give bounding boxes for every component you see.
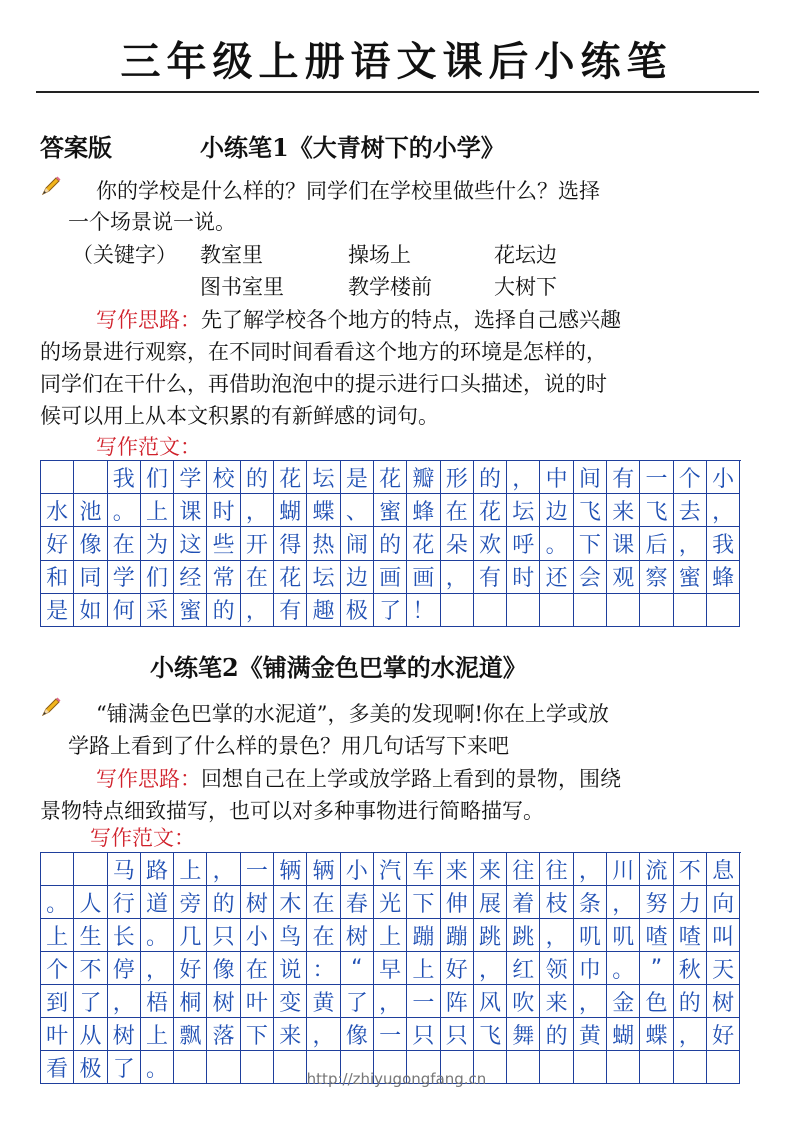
essay-grid-cell: 飞 [574,494,607,527]
essay-grid-cell: 鸟 [274,919,307,952]
essay-grid-cell: 坛 [307,561,340,594]
essay-grid-cell: 。 [607,952,640,985]
pencil-icon [40,175,62,197]
essay-grid-cell: 木 [274,886,307,919]
essay-grid-cell: 不 [674,853,707,886]
essay-grid-cell: 展 [474,886,507,919]
essay-grid-cell: 有 [474,561,507,594]
essay-grid-cell: ， [674,1018,707,1051]
essay-grid-cell: 极 [74,1051,107,1084]
essay-grid-cell: 小 [241,919,274,952]
essay-grid-cell: 息 [707,853,740,886]
essay-grid-cell: 叽 [607,919,640,952]
essay-grid-cell: 边 [540,494,573,527]
s1-prompt-line2: 一个场景说一说。 [68,210,236,234]
essay-grid-cell: 长 [108,919,141,952]
essay-grid-cell: 蜂 [407,494,440,527]
essay-grid-cell: 落 [207,1018,240,1051]
essay-grid-cell: 这 [174,527,207,560]
essay-grid-cell: 朵 [441,527,474,560]
essay-grid-cell: 来 [441,853,474,886]
essay-grid-cell: 观 [607,561,640,594]
essay-grid-cell: 何 [108,594,141,627]
essay-grid-cell: 在 [241,561,274,594]
essay-grid-cell: 路 [141,853,174,886]
essay-grid-cell: 来 [474,853,507,886]
essay-grid-cell: 常 [207,561,240,594]
essay-grid-cell: 。 [41,886,74,919]
essay-grid-cell: ， [108,985,141,1018]
essay-grid-cell: 黄 [574,1018,607,1051]
essay-grid-cell: 的 [241,461,274,494]
essay-grid-cell: 上 [374,919,407,952]
essay-grid-cell: 为 [141,527,174,560]
essay-grid-cell [74,853,107,886]
essay-grid-cell: 色 [640,985,673,1018]
essay-grid-cell: 跳 [474,919,507,952]
essay-grid-cell: 水 [41,494,74,527]
s2-essay-grid [40,852,741,1084]
essay-grid-cell: 像 [341,1018,374,1051]
essay-grid-cell: 只 [407,1018,440,1051]
essay-grid-cell: 欢 [474,527,507,560]
essay-grid-cell: 小 [341,853,374,886]
essay-grid-cell: 开 [241,527,274,560]
essay-grid-cell [574,594,607,627]
s2-prompt-line1: “铺满金色巴掌的水泥道”，多美的发现啊!你在上学或放 [96,702,609,726]
essay-grid-cell: 喳 [674,919,707,952]
essay-grid-cell: 到 [41,985,74,1018]
essay-grid-cell: 。 [141,1051,174,1084]
essay-grid-cell: 好 [441,952,474,985]
essay-grid-cell: 画 [407,561,440,594]
essay-grid-cell: 叶 [241,985,274,1018]
essay-grid-cell: 领 [540,952,573,985]
essay-grid-cell: 的 [474,461,507,494]
essay-grid-cell: 金 [607,985,640,1018]
essay-grid-cell: 马 [108,853,141,886]
keyword: 操场上 [348,243,411,267]
essay-grid-cell: 采 [141,594,174,627]
essay-grid-cell: 得 [274,527,307,560]
essay-grid-cell: 向 [707,886,740,919]
essay-grid-cell: 道 [141,886,174,919]
essay-grid-cell: 闹 [341,527,374,560]
essay-grid-cell: 花 [274,561,307,594]
keyword: 图书室里 [200,275,284,299]
essay-grid-cell: 舞 [507,1018,540,1051]
essay-grid-cell: 间 [574,461,607,494]
essay-grid-cell: 蹦 [407,919,440,952]
essay-grid-cell [474,594,507,627]
essay-grid-cell: 树 [207,985,240,1018]
essay-grid-cell: 蝴 [607,1018,640,1051]
essay-grid-cell: 伸 [441,886,474,919]
essay-grid-cell: 了 [74,985,107,1018]
essay-grid-cell: 同 [74,561,107,594]
essay-grid-cell: ， [474,952,507,985]
essay-grid-cell: 瓣 [407,461,440,494]
essay-grid-cell: 天 [707,952,740,985]
essay-grid-cell: 趣 [307,594,340,627]
essay-grid-cell: 们 [141,561,174,594]
essay-grid-cell: 往 [540,853,573,886]
s1-idea-line4: 候可以用上从本文积累的有新鲜感的词句。 [40,404,439,428]
essay-grid-cell [540,594,573,627]
s1-idea-label: 写作思路： [96,308,201,332]
essay-grid-cell: ， [507,461,540,494]
s1-essay-grid [40,460,741,627]
essay-grid-cell: ， [574,853,607,886]
essay-grid-cell: ， [207,853,240,886]
essay-grid-cell [607,594,640,627]
essay-grid-cell: 树 [241,886,274,919]
essay-grid-cell: ： [307,952,340,985]
essay-grid-cell: 的 [207,594,240,627]
essay-grid-cell: 上 [41,919,74,952]
essay-grid-cell: 在 [307,886,340,919]
essay-grid-cell: 小 [707,461,740,494]
essay-grid-cell: 花 [407,527,440,560]
essay-grid-cell: 经 [174,561,207,594]
essay-grid-cell: 。 [108,494,141,527]
essay-grid-cell: 有 [274,594,307,627]
essay-grid-cell: 生 [74,919,107,952]
s2-idea-label: 写作思路： [96,767,201,791]
essay-grid-cell: 树 [707,985,740,1018]
essay-grid-cell: 和 [41,561,74,594]
essay-grid-cell: 秋 [674,952,707,985]
essay-grid-cell: ， [307,1018,340,1051]
s1-idea-line3: 同学们在干什么，再借助泡泡中的提示进行口头描述，说的时 [40,372,607,396]
essay-grid-cell: 花 [474,494,507,527]
essay-grid-cell: 我 [707,527,740,560]
essay-grid-cell: ， [574,985,607,1018]
essay-grid-cell [507,594,540,627]
essay-grid-cell [674,594,707,627]
essay-grid-cell: 车 [407,853,440,886]
essay-grid-cell: 风 [474,985,507,1018]
essay-grid-cell: “ [341,952,374,985]
essay-grid-cell: 只 [441,1018,474,1051]
essay-grid-cell: 上 [141,1018,174,1051]
s2-idea-line2: 景物特点细致描写，也可以对多种事物进行简略描写。 [40,799,544,823]
essay-grid-cell: 。 [141,919,174,952]
essay-grid-cell: 飞 [474,1018,507,1051]
essay-grid-cell: 上 [141,494,174,527]
footer-url: http://zhiyugongfang.cn [306,1070,487,1088]
essay-grid-cell: 叽 [574,919,607,952]
essay-grid-cell [707,594,740,627]
essay-grid-cell: ， [674,527,707,560]
essay-grid-cell: 好 [707,1018,740,1051]
s1-sample-label: 写作范文： [96,435,201,459]
essay-grid-cell: ， [441,561,474,594]
essay-grid-cell: 上 [174,853,207,886]
essay-grid-cell: 几 [174,919,207,952]
essay-grid-cell: 力 [674,886,707,919]
essay-grid-cell: 下 [407,886,440,919]
essay-grid-cell [640,594,673,627]
essay-grid-cell: 来 [274,1018,307,1051]
keyword: 大树下 [494,275,557,299]
essay-grid-cell: 坛 [507,494,540,527]
essay-grid-cell: 形 [441,461,474,494]
essay-grid-cell: 在 [307,919,340,952]
essay-grid-cell: 吹 [507,985,540,1018]
keyword-label: （关键字） [72,243,177,267]
s1-prompt-line1: 你的学校是什么样的？同学们在学校里做些什么？选择 [96,179,600,203]
answer-version-label: 答案版 [40,133,112,162]
essay-grid-cell: 只 [207,919,240,952]
essay-grid-cell: 变 [274,985,307,1018]
section1-heading: 小练笔1《大青树下的小学》 [200,133,505,162]
essay-grid-cell: 着 [507,886,540,919]
essay-grid-cell [41,853,74,886]
s1-idea-line1: 先了解学校各个地方的特点，选择自己感兴趣 [201,308,621,332]
essay-grid-cell: 池 [74,494,107,527]
essay-grid-cell: 呼 [507,527,540,560]
essay-grid-cell: 从 [74,1018,107,1051]
essay-grid-cell: 光 [374,886,407,919]
essay-grid-cell: ， [607,886,640,919]
essay-grid-cell: 的 [207,886,240,919]
essay-grid-cell: 喳 [640,919,673,952]
essay-grid-cell [74,461,107,494]
essay-grid-cell: 飘 [174,1018,207,1051]
essay-grid-cell: 川 [607,853,640,886]
essay-grid-cell: 一 [241,853,274,886]
essay-grid-cell: ， [241,494,274,527]
essay-grid-cell: 蜜 [374,494,407,527]
essay-grid-cell: 黄 [307,985,340,1018]
essay-grid-cell: 学 [174,461,207,494]
essay-grid-cell: 辆 [274,853,307,886]
essay-grid-cell: 个 [41,952,74,985]
essay-grid-cell: 察 [640,561,673,594]
essay-grid-cell: 校 [207,461,240,494]
essay-grid-cell: 会 [574,561,607,594]
essay-grid-cell: 蜜 [674,561,707,594]
essay-grid-cell: 如 [74,594,107,627]
s1-idea-line2: 的场景进行观察，在不同时间看看这个地方的环境是怎样的， [40,340,607,364]
essay-grid-cell: 中 [540,461,573,494]
essay-grid-cell: 流 [640,853,673,886]
essay-grid-cell: 了 [341,985,374,1018]
essay-grid-cell: 汽 [374,853,407,886]
essay-grid-cell: 的 [374,527,407,560]
essay-grid-cell [41,461,74,494]
essay-grid-cell: 好 [174,952,207,985]
essay-grid-cell: 努 [640,886,673,919]
essay-grid-cell: 上 [407,952,440,985]
essay-grid-cell: 后 [640,527,673,560]
essay-grid-cell: 些 [207,527,240,560]
essay-grid-cell: 蝴 [274,494,307,527]
essay-grid-cell: ！ [407,594,440,627]
essay-grid-cell: 来 [607,494,640,527]
essay-grid-cell: 一 [407,985,440,1018]
title-divider [36,91,759,93]
essay-grid-cell: 去 [674,494,707,527]
essay-grid-cell: 好 [41,527,74,560]
essay-grid-cell [441,594,474,627]
essay-grid-cell: 个 [674,461,707,494]
section2-heading: 小练笔2《铺满金色巴掌的水泥道》 [150,653,527,682]
s2-prompt-line2: 学路上看到了什么样的景色？用几句话写下来吧 [68,734,509,758]
essay-grid-cell: 是 [341,461,374,494]
essay-grid-cell: 的 [540,1018,573,1051]
essay-grid-cell: 、 [341,494,374,527]
keyword: 教室里 [200,243,263,267]
essay-grid-cell: 有 [607,461,640,494]
essay-grid-cell: 旁 [174,886,207,919]
essay-grid-cell: 在 [108,527,141,560]
essay-grid-cell: 说 [274,952,307,985]
essay-grid-cell: 了 [374,594,407,627]
essay-grid-cell: 树 [108,1018,141,1051]
pencil-icon [40,696,62,718]
s2-sample-label: 写作范文： [90,826,195,850]
essay-grid-cell: 时 [207,494,240,527]
essay-grid-cell: 蝶 [640,1018,673,1051]
essay-grid-cell: 梧 [141,985,174,1018]
essay-grid-cell: 一 [374,1018,407,1051]
essay-grid-cell: 热 [307,527,340,560]
essay-grid-cell: 画 [374,561,407,594]
essay-grid-cell: 叫 [707,919,740,952]
essay-grid-cell: 是 [41,594,74,627]
essay-grid-cell: 我 [108,461,141,494]
essay-grid-cell: 还 [540,561,573,594]
s2-idea-line1: 回想自己在上学或放学路上看到的景物，围绕 [201,767,621,791]
essay-grid-cell: 行 [108,886,141,919]
essay-grid-cell: ， [141,952,174,985]
essay-grid-cell: 课 [607,527,640,560]
essay-grid-cell: 飞 [640,494,673,527]
essay-grid-cell: ， [241,594,274,627]
essay-grid-cell: 一 [640,461,673,494]
essay-grid-cell: ， [707,494,740,527]
essay-grid-cell: 枝 [540,886,573,919]
essay-grid-cell: ” [640,952,673,985]
essay-grid-cell: 巾 [574,952,607,985]
essay-grid-cell: 蹦 [441,919,474,952]
document-title: 三年级上册语文课后小练笔 [120,38,673,85]
essay-grid-cell: 蜜 [174,594,207,627]
essay-grid-cell: 不 [74,952,107,985]
essay-grid-cell: 像 [207,952,240,985]
essay-grid-cell: 下 [574,527,607,560]
essay-grid-cell: 在 [241,952,274,985]
essay-grid-cell: 学 [108,561,141,594]
essay-grid-cell: ， [540,919,573,952]
essay-grid-cell: 人 [74,886,107,919]
essay-grid-cell: 像 [74,527,107,560]
essay-grid-cell: 条 [574,886,607,919]
essay-grid-cell: 停 [108,952,141,985]
essay-grid-cell: 辆 [307,853,340,886]
essay-grid-cell: 们 [141,461,174,494]
essay-grid-cell: 树 [341,919,374,952]
essay-grid-cell: 看 [41,1051,74,1084]
essay-grid-cell: 花 [274,461,307,494]
essay-grid-cell: 在 [441,494,474,527]
essay-grid-cell: 红 [507,952,540,985]
essay-grid-cell: 边 [341,561,374,594]
essay-grid-cell: 花 [374,461,407,494]
essay-grid-cell: 春 [341,886,374,919]
essay-grid-cell: 叶 [41,1018,74,1051]
essay-grid-cell: 下 [241,1018,274,1051]
essay-grid-cell: 蜂 [707,561,740,594]
essay-grid-cell: 来 [540,985,573,1018]
essay-grid-cell: 跳 [507,919,540,952]
essay-grid-cell: 的 [674,985,707,1018]
keyword: 花坛边 [494,243,557,267]
essay-grid-cell: 极 [341,594,374,627]
essay-grid-cell: 阵 [441,985,474,1018]
essay-grid-cell: 往 [507,853,540,886]
essay-grid-cell: 了 [108,1051,141,1084]
essay-grid-cell: 早 [374,952,407,985]
essay-grid-cell: 坛 [307,461,340,494]
keyword: 教学楼前 [348,275,432,299]
essay-grid-cell: 。 [540,527,573,560]
essay-grid-cell: 桐 [174,985,207,1018]
essay-grid-cell: 蝶 [307,494,340,527]
essay-grid-cell: ， [374,985,407,1018]
essay-grid-cell: 时 [507,561,540,594]
essay-grid-cell: 课 [174,494,207,527]
